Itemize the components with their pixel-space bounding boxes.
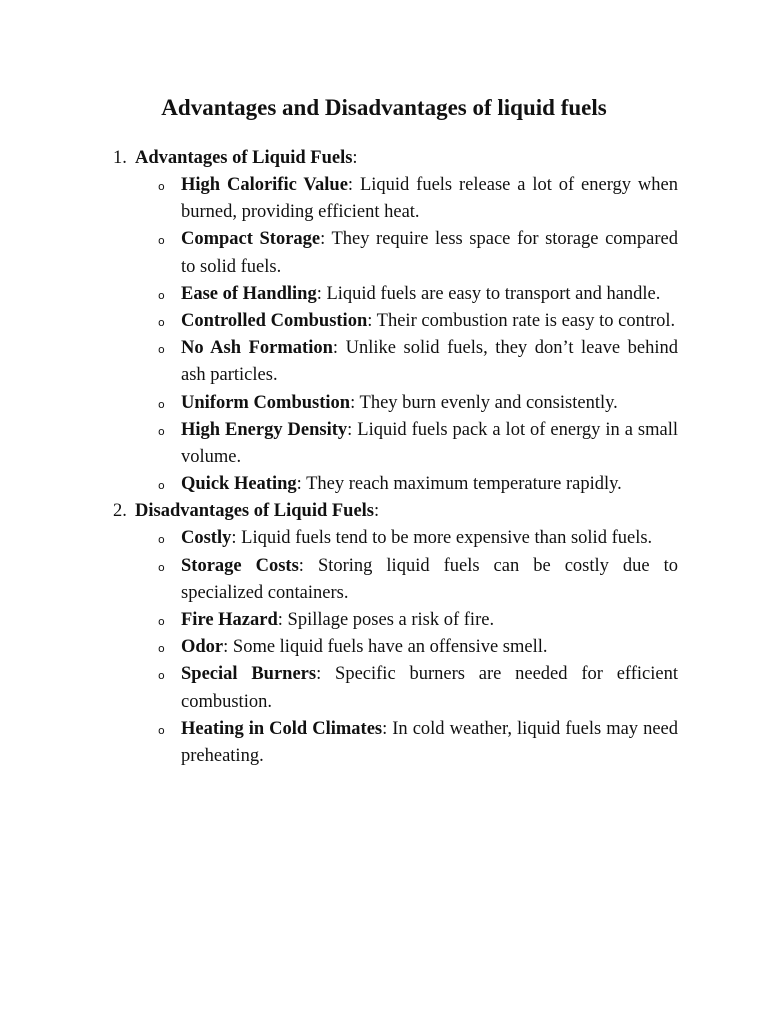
bullet-icon: o: [158, 533, 165, 547]
item-text: : They require less space for storage compared to solid fuels.: [181, 229, 678, 277]
item-text: : Specific burners are needed for efficient combustion.: [181, 664, 678, 712]
item-text: : Liquid fuels release a lot of energy when burned, providing efficient heat.: [181, 175, 678, 223]
section-heading-suffix: :: [374, 501, 380, 522]
item-term: Compact Storage: [181, 229, 321, 250]
bullet-icon: o: [158, 479, 165, 493]
item-text: : Spillage poses a risk of fire.: [277, 610, 495, 631]
list-item: [113, 634, 678, 661]
advantages-list: [113, 172, 678, 498]
section-advantages: [113, 145, 678, 498]
item-term: High Energy Density: [181, 419, 348, 440]
bullet-icon: o: [158, 642, 165, 656]
item-text: : Liquid fuels tend to be more expensive than solid fuels.: [231, 528, 653, 549]
bullet-icon: o: [158, 180, 165, 193]
item-term: Uniform Combustion: [181, 392, 351, 413]
section-heading: [113, 498, 678, 525]
list-item: [113, 471, 678, 498]
list-item: [113, 525, 678, 552]
section-number: 1.: [113, 148, 127, 168]
item-text: : They reach maximum temperature rapidly.: [296, 474, 622, 495]
item-term: Fire Hazard: [181, 610, 278, 631]
item-text: : Liquid fuels are easy to transport and handle.: [316, 283, 661, 304]
disadvantages-list: [113, 525, 678, 770]
list-item: [113, 308, 678, 335]
bullet-icon: o: [158, 669, 165, 683]
list-item: [113, 417, 678, 471]
bullet-icon: o: [158, 424, 165, 438]
bullet-icon: o: [158, 723, 165, 737]
item-term: Quick Heating: [181, 474, 297, 495]
list-item: [113, 281, 678, 308]
item-text: : Some liquid fuels have an offensive smell.: [223, 637, 548, 658]
item-text: : Storing liquid fuels can be costly due to specialized containers.: [181, 555, 678, 603]
section-number: 2.: [113, 501, 127, 522]
item-term: High Calorific Value: [181, 175, 348, 195]
page-title: Advantages and Disadvantages of liquid fuels: [161, 95, 607, 120]
bullet-icon: o: [158, 234, 165, 248]
item-text: : Their combustion rate is easy to control.: [367, 311, 676, 332]
bullet-icon: o: [158, 316, 165, 330]
list-item: [113, 390, 678, 417]
item-term: No Ash Formation: [181, 338, 333, 359]
list-item: [113, 226, 678, 280]
item-term: Odor: [181, 637, 224, 658]
section-heading-suffix: :: [352, 148, 358, 168]
list-item: [113, 661, 678, 715]
list-item: [113, 172, 678, 226]
bullet-icon: o: [158, 343, 165, 357]
item-term: Storage Costs: [181, 555, 299, 576]
item-term: Costly: [181, 528, 232, 549]
list-item: [113, 553, 678, 607]
item-text: : Unlike solid fuels, they don’t leave behind ash particles.: [181, 338, 679, 386]
item-text: : Liquid fuels pack a lot of energy in a small volume.: [181, 419, 679, 468]
list-item: [113, 607, 678, 634]
item-text: : They burn evenly and consistently.: [350, 392, 618, 413]
section-heading-label: Disadvantages of Liquid Fuels: [135, 501, 375, 522]
section-heading-label: Advantages of Liquid Fuels: [135, 148, 353, 168]
section-list: [113, 145, 678, 770]
list-item: [113, 716, 678, 770]
item-term: Special Burners: [181, 664, 317, 685]
bullet-icon: o: [158, 288, 165, 302]
item-term: Ease of Handling: [181, 283, 317, 304]
section-disadvantages: [113, 498, 678, 770]
bullet-icon: o: [158, 560, 165, 574]
item-term: Controlled Combustion: [181, 311, 368, 332]
list-item: [113, 335, 678, 389]
item-text: : In cold weather, liquid fuels may need preheating.: [181, 718, 679, 767]
bullet-icon: o: [158, 615, 165, 629]
item-term: Heating in Cold Climates: [181, 718, 383, 739]
section-heading: [113, 145, 678, 172]
bullet-icon: o: [158, 397, 165, 411]
